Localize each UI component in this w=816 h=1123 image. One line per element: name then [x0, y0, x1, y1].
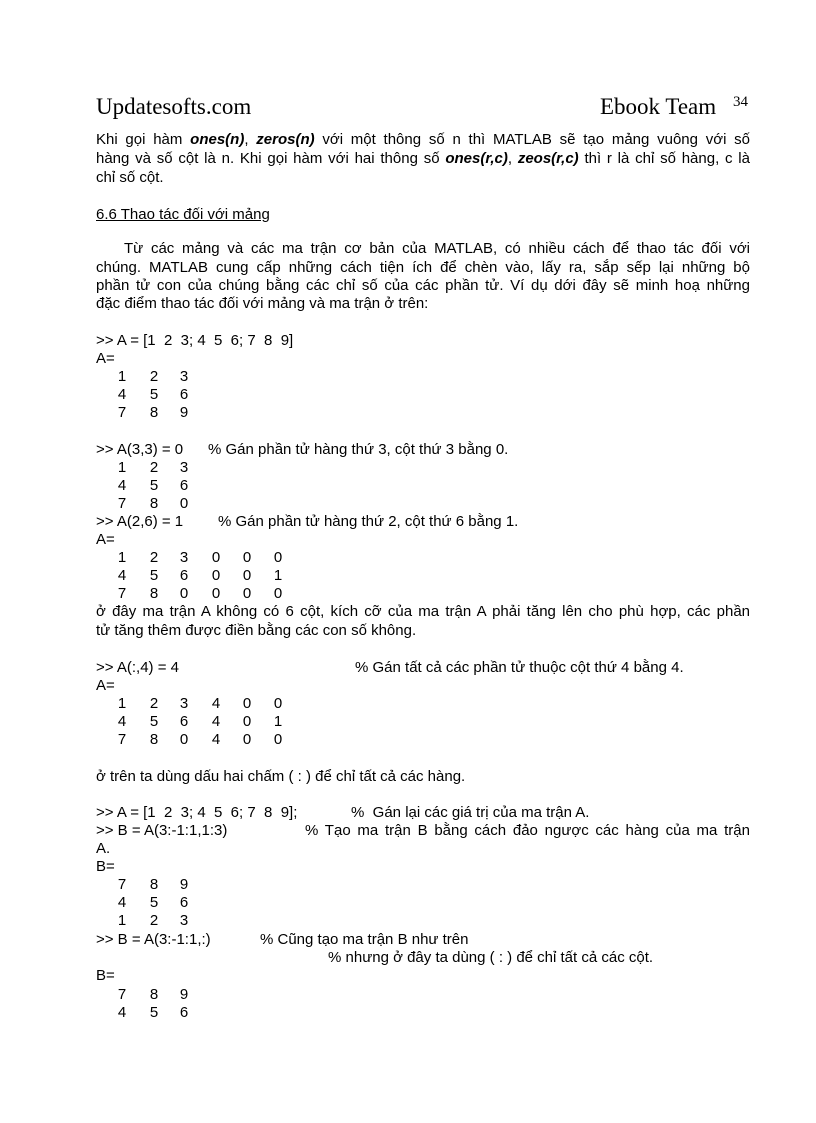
ex6-comment-2: % nhưng ở đây ta dùng ( : ) để chỉ tất cả các cột. — [328, 949, 654, 966]
intro-line-2: hàng và số cột là n. Khi gọi hàm với hai thông số ones(r,c), zeos(r,c) thì r là chỉ số hàng, c là — [96, 150, 750, 167]
document-page: Updatesofts.com Ebook Team 34 Khi gọi hàm ones(n), zeros(n) với một thông số n thì MATLAB sẽ tạo mảng vuông với số hàng và số cột là n. Khi gọi hàm với hai thông số ones(r,c), zeos(r,c) thì r là chỉ số hàng, c là chỉ số cột. 6.6 Thao tác đối với mảng Từ các mảng và các ma trận cơ bản của MATLAB, có nhiều cách để thao tác đối với chúng. MATLAB cung cấp những cách tiện ích để chèn vào, lấy ra, sắp sếp lại những bộ phần tử con của chúng bằng các chỉ số của các phần tử. Ví dụ dới đây sẽ minh hoạ những đặc điểm thao tác đối với mảng và ma trận ở trên: >> A = [1 2 3; 4 5 6; 7 8 9] A= 1 2 3 4 5 6 7 8 9 >> A(3,3) = 0 % Gán phần tử hàng thứ 3, cột thứ 3 bằng 0. 1 2 3 4 5 6 7 8 0 >> A(2,6) = 1 % Gán phần tử hàng thứ 2, cột thứ 6 bằng 1. A= 1 2 3 0 0 0 4 5 6 0 0 1 7 8 0 0 0 0 ở đây ma trận A không có 6 cột, kích cỡ của ma trận A phải tăng lên cho phù hợp, các phần tử tăng thêm được điền bằng các con số không. >> A(:,4) = 4 % Gán tất cả các phần tử thuộc cột thứ 4 bằng 4. A= 1 2 3 4 0 0 4 5 6 4 0 1 7 8 0 4 0 0 ở trên ta dùng dấu hai chấm ( : ) để chỉ tất cả các hàng. >> A = [1 2 3; 4 5 6; 7 8 9]; % Gán lại các giá trị của ma trận A. >> B = A(3:-1:1,1:3) % Tạo ma trận B bằng cách đảo ngược các hàng của ma trận A. B= 7 8 9 4 5 6 1 2 3 >> B = A(3:-1:1,:) % Cũng tạo ma trận B như trên % nhưng ở đây ta dùng ( : ) để chỉ tất cả các cột. B= 7 8 9 4 5 6 — [96, 94, 751, 1021]
paragraph-line-3: phần tử con của chúng bằng các chỉ số của các phần tử. Ví dụ dới đây sẽ minh hoạ những — [96, 277, 750, 294]
page-number: 34 — [733, 94, 748, 110]
ex6-label: B= — [96, 967, 115, 984]
ex1-label: A= — [96, 350, 115, 367]
ex5-comment-1: % Gán lại các giá trị của ma trận A. — [351, 804, 590, 821]
ex4-note: ở trên ta dùng dấu hai chấm ( : ) để chỉ tất cả các hàng. — [96, 768, 466, 785]
header-site-name: Updatesofts.com — [96, 94, 252, 119]
ex5-command-2: >> B = A(3:-1:1,1:3) — [96, 822, 228, 839]
ex6-comment-1: % Cũng tạo ma trận B như trên — [260, 931, 469, 948]
ex5-command-1: >> A = [1 2 3; 4 5 6; 7 8 9]; — [96, 804, 298, 821]
intro-line-3: chỉ số cột. — [96, 169, 164, 186]
intro-line-1: Khi gọi hàm ones(n), zeros(n) với một thông số n thì MATLAB sẽ tạo mảng vuông với số — [96, 131, 751, 148]
ex4-command: >> A(:,4) = 4 — [96, 659, 179, 676]
ex1-command: >> A = [1 2 3; 4 5 6; 7 8 9] — [96, 332, 294, 349]
ex3-note-line-2: tử tăng thêm được điền bằng các con số không. — [96, 622, 417, 639]
ex3-command: >> A(2,6) = 1 — [96, 513, 184, 530]
paragraph-line-4: đặc điểm thao tác đối với mảng và ma trận ở trên: — [96, 295, 429, 312]
ex4-label: A= — [96, 677, 115, 694]
header-team-name: Ebook Team — [600, 94, 717, 119]
ex6-command: >> B = A(3:-1:1,:) — [96, 931, 211, 948]
ex3-label: A= — [96, 531, 115, 548]
ex3-comment: % Gán phần tử hàng thứ 2, cột thứ 6 bằng 1. — [218, 513, 519, 530]
ex2-comment: % Gán phần tử hàng thứ 3, cột thứ 3 bằng 0. — [208, 441, 509, 458]
ex5-label: B= — [96, 858, 115, 875]
ex5-comment-2: % Tạo ma trận B bằng cách đảo ngược các hàng của ma trận — [305, 822, 750, 839]
ex2-command: >> A(3,3) = 0 — [96, 441, 184, 458]
ex5-continuation: A. — [96, 840, 111, 857]
ex4-comment: % Gán tất cả các phần tử thuộc cột thứ 4 bằng 4. — [355, 659, 684, 676]
paragraph-line-2: chúng. MATLAB cung cấp những cách tiện ích để chèn vào, lấy ra, sắp sếp lại những bộ — [96, 259, 750, 276]
ex3-note-line-1: ở đây ma trận A không có 6 cột, kích cỡ của ma trận A phải tăng lên cho phù hợp, các phần — [96, 603, 750, 620]
paragraph-line-1: Từ các mảng và các ma trận cơ bản của MATLAB, có nhiều cách để thao tác đối với — [124, 240, 750, 257]
section-heading: 6.6 Thao tác đối với mảng — [96, 206, 270, 223]
